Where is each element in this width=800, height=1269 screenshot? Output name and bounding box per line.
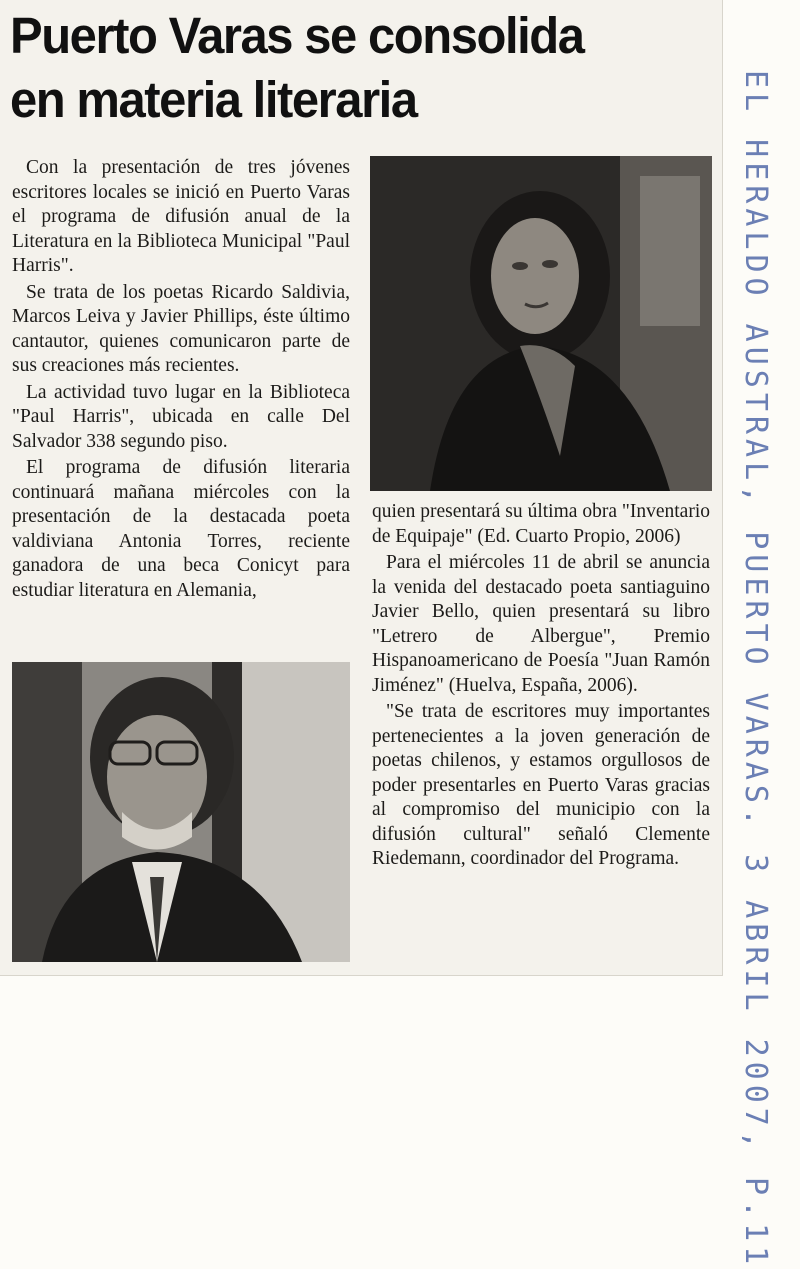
paragraph-continuation: quien presentará su última obra "Inventario de Equipaje" (Ed. Cuarto Propio, 2006) [372, 501, 710, 547]
article-column-left [12, 156, 350, 605]
headline [10, 4, 687, 132]
article-column-right [372, 500, 710, 874]
paragraph: Para el miércoles 11 de abril se anuncia la venida del destacado poeta santiaguino Javier Bello, quien presentará su libro "Letrero de Albergue", Premio Hispanoamericano de Poesía "Juan Ramón Jiménez" (Huelva, España, 2006). [372, 552, 710, 696]
paragraph: Se trata de los poetas Ricardo Saldivia, Marcos Leiva y Javier Phillips, éste último cantautor, quienes comunicaron parte de sus creaciones más recientes. [12, 281, 350, 376]
handwritten-source-note: EL HERALDO AUSTRAL, PUERTO VARAS. 3 ABRIL 2007, P.11 [738, 70, 773, 1269]
paragraph: Con la presentación de tres jóvenes escritores locales se inició en Puerto Varas el programa de difusión anual de la Literatura en la Biblioteca Municipal "Paul Harris". [12, 157, 350, 276]
paragraph: La actividad tuvo lugar en la Biblioteca "Paul Harris", ubicada en calle Del Salvador 338 segundo piso. [12, 381, 350, 452]
paragraph: El programa de difusión literaria continuará mañana miércoles con la presentación de la destacada poeta valdiviana Antonia Torres, reciente ganadora de una beca Conicyt para estudiar literatura en Alemania, [12, 457, 350, 601]
photo-man [12, 662, 350, 962]
paragraph: "Se trata de escritores muy importantes pertenecientes a la joven generación de poetas chilenos, y estamos orgullosos de poder presentarles en Puerto Varas gracias al compromiso del municipio con la difusión cultural" señaló Clemente Riedemann, coordinador del Programa. [372, 701, 710, 869]
photo-woman [370, 156, 712, 491]
headline-line-2: en materia literaria [10, 71, 417, 128]
headline-line-1: Puerto Varas se consolida [10, 7, 584, 64]
